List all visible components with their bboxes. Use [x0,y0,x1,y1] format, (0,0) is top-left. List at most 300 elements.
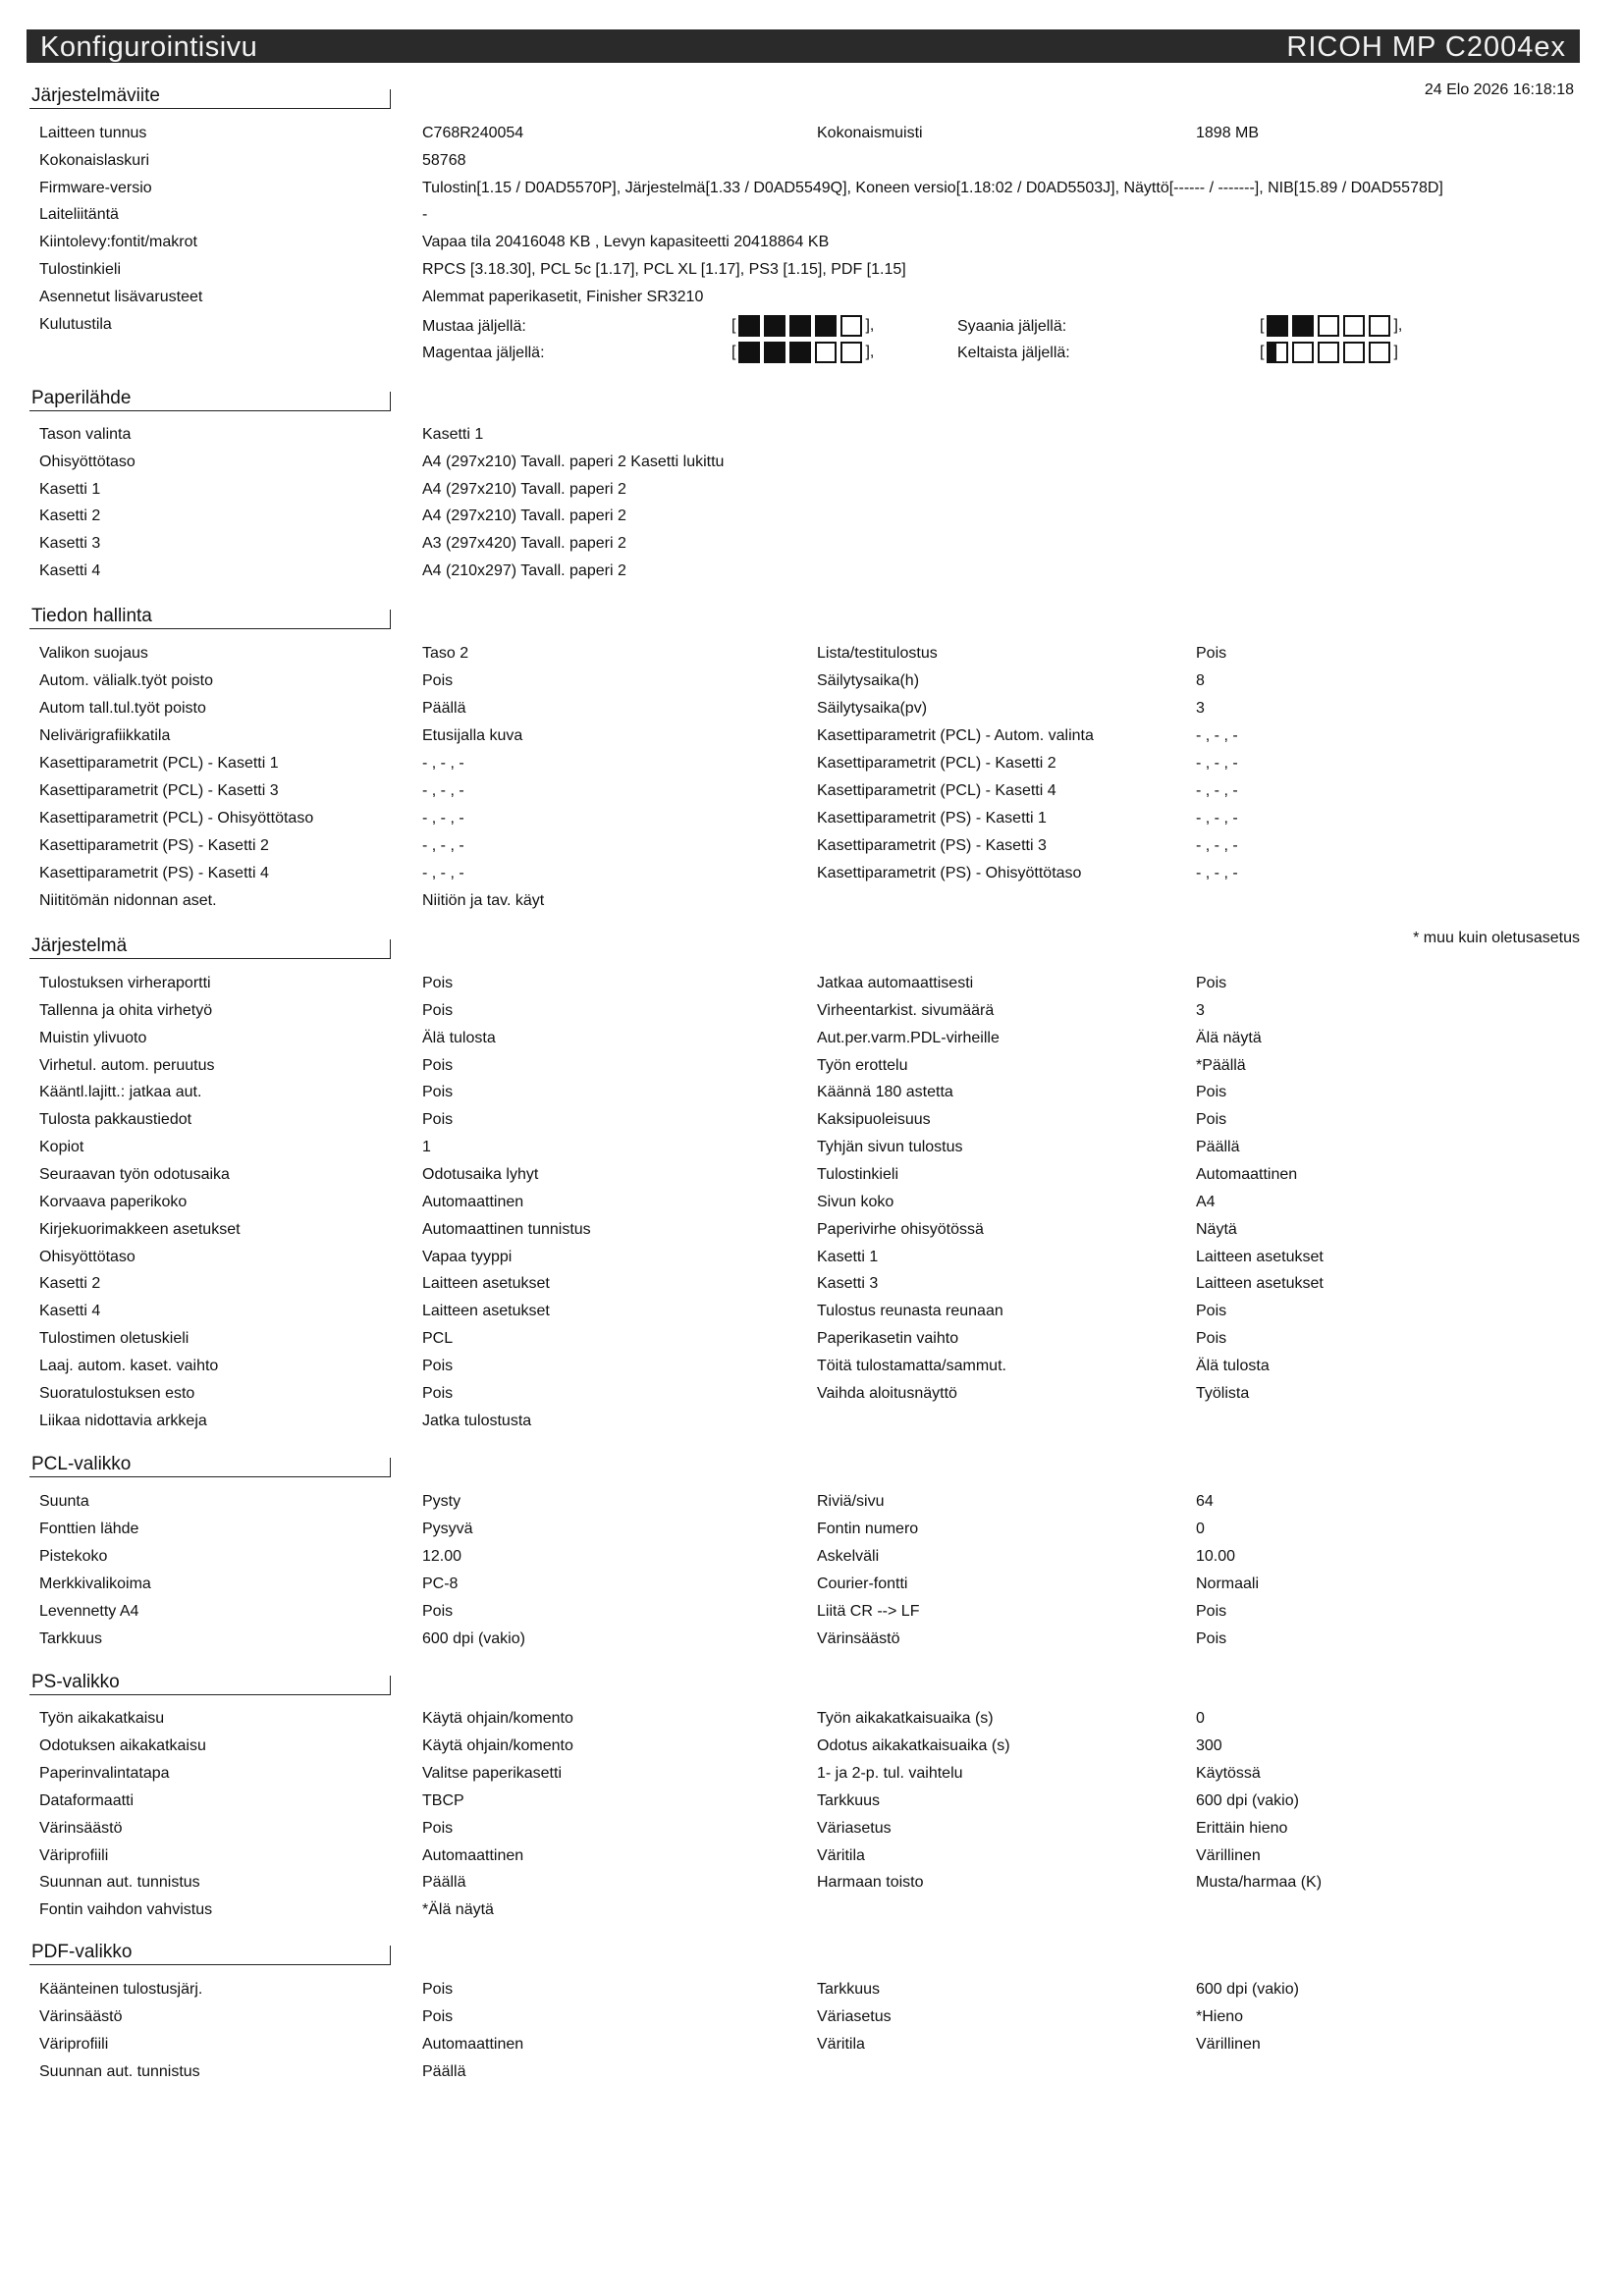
setting-row [0,287,1624,308]
setting-label: Säilytysaika(h) [817,672,920,689]
setting-value: A4 (210x297) Tavall. paperi 2 [422,562,626,579]
setting-value: Pois [422,975,454,991]
setting-row [0,1000,1624,1022]
setting-value: - , - , - [422,755,464,772]
gauge-boxes [1267,342,1390,363]
setting-label: Säilytysaika(pv) [817,700,928,717]
setting-row [0,1979,1624,2001]
setting-value: Pysty [422,1493,461,1510]
setting-row [0,2006,1624,2028]
setting-label: Kulutustila [39,316,112,333]
setting-label: Kopiot [39,1139,84,1155]
setting-label: Suunnan aut. tunnistus [39,1874,200,1891]
gauge-segment [1292,315,1314,337]
toner-gauge-black [729,314,877,338]
gauge-segment [840,342,862,363]
setting-label: Vaihda aloitusnäyttö [817,1385,957,1402]
gauge-segment [738,342,760,363]
setting-row [0,259,1624,281]
setting-value: Käytä ohjain/komento [422,1710,573,1727]
setting-label: Suoratulostuksen esto [39,1385,195,1402]
setting-row [0,1411,1624,1432]
toner-label-magenta: Magentaa jäljellä: [422,345,545,361]
setting-label: Seuraavan työn odotusaika [39,1166,230,1183]
setting-value: A3 (297x420) Tavall. paperi 2 [422,535,626,552]
setting-value: 600 dpi (vakio) [1196,1981,1299,1998]
setting-row [0,2061,1624,2083]
setting-value: Automaattinen [422,2036,524,2053]
setting-label: Laitteen tunnus [39,125,147,141]
setting-row [0,1601,1624,1623]
setting-row [0,643,1624,665]
setting-row [0,178,1624,199]
setting-value: Pois [1196,1330,1227,1347]
gauge-segment [815,342,837,363]
setting-label: Kaksipuoleisuus [817,1111,931,1128]
gauge-segment [764,342,785,363]
setting-value: Pois [422,1002,454,1019]
setting-label: Kiintolevy:fontit/makrot [39,234,197,250]
setting-value: - , - , - [1196,755,1238,772]
setting-row [0,533,1624,555]
setting-value: A4 (297x210) Tavall. paperi 2 Kasetti lukittu [422,454,725,470]
gauge-bracket: ], [1393,317,1403,334]
setting-label: Työn aikakatkaisuaika (s) [817,1710,994,1727]
toner-label-yellow: Keltaista jäljellä: [957,345,1070,361]
setting-row [0,1790,1624,1812]
setting-value: Alemmat paperikasetit, Finisher SR3210 [422,289,704,305]
setting-value: Pois [422,1981,454,1998]
setting-row [0,973,1624,994]
setting-value: 8 [1196,672,1205,689]
setting-label: Kasettiparametrit (PCL) - Kasetti 4 [817,782,1056,799]
setting-value: Vapaa tila 20416048 KB , Levyn kapasiteetti 20418864 KB [422,234,830,250]
setting-label: Nelivärigrafiikkatila [39,727,171,744]
setting-row [0,1082,1624,1103]
setting-label: Tulostuksen virheraportti [39,975,211,991]
setting-row [0,725,1624,747]
setting-label: Väriasetus [817,2008,892,2025]
setting-label: Laaj. autom. kaset. vaihto [39,1358,219,1374]
gauge-bracket: ], [865,344,875,360]
gauge-boxes [738,342,862,363]
setting-label: Sivun koko [817,1194,894,1210]
gauge-segment [789,315,811,337]
setting-row [0,1137,1624,1158]
setting-value: - , - , - [1196,865,1238,881]
setting-value: A4 (297x210) Tavall. paperi 2 [422,481,626,498]
setting-value: Pois [422,2008,454,2025]
gauge-bracket: [ [731,344,736,360]
setting-row [0,698,1624,720]
setting-label: Merkkivalikoima [39,1575,151,1592]
setting-value: Automaattinen tunnistus [422,1221,591,1238]
page-title: Konfigurointisivu [40,31,258,63]
setting-row [0,1491,1624,1513]
setting-label: Kasettiparametrit (PS) - Kasetti 2 [39,837,269,854]
setting-row [0,1109,1624,1131]
setting-value: 600 dpi (vakio) [422,1630,525,1647]
setting-value: 10.00 [1196,1548,1236,1565]
setting-value: Normaali [1196,1575,1260,1592]
setting-row [0,1328,1624,1350]
setting-value: Pois [422,1111,454,1128]
setting-label: Paperinvalintatapa [39,1765,170,1782]
setting-label: Odotuksen aikakatkaisu [39,1737,206,1754]
section-title-system-info: Järjestelmäviite [29,85,391,109]
setting-row [0,1247,1624,1268]
setting-label: Jatkaa automaattisesti [817,975,974,991]
setting-label: Virhetul. autom. peruutus [39,1057,215,1074]
setting-label: Väritila [817,1847,865,1864]
title-bar [27,29,1580,63]
setting-row [0,1818,1624,1840]
setting-label: Fontin numero [817,1521,919,1537]
setting-label: Tulosta pakkaustiedot [39,1111,192,1128]
setting-value: *Älä näytä [422,1901,494,1918]
setting-row [0,452,1624,473]
setting-row [0,1273,1624,1295]
setting-row [0,1845,1624,1867]
setting-label: Kokonaismuisti [817,125,923,141]
setting-label: Suunnan aut. tunnistus [39,2063,200,2080]
setting-row [0,1899,1624,1921]
setting-label: Korvaava paperikoko [39,1194,188,1210]
setting-value: Automaattinen [1196,1166,1298,1183]
setting-label: Liitä CR --> LF [817,1603,920,1620]
setting-value: - , - , - [1196,810,1238,827]
setting-value: Pois [1196,975,1227,991]
setting-label: Ohisyöttötaso [39,454,135,470]
setting-value: - , - , - [422,810,464,827]
setting-row [0,232,1624,253]
setting-value: Valitse paperikasetti [422,1765,562,1782]
gauge-segment [840,315,862,337]
setting-value: C768R240054 [422,125,524,141]
setting-label: Tulostimen oletuskieli [39,1330,189,1347]
gauge-segment [1267,342,1288,363]
gauge-segment [1343,315,1365,337]
setting-label: Kasetti 2 [39,507,101,524]
setting-value: Niitiön ja tav. käyt [422,892,545,909]
setting-label: Tulostinkieli [39,261,121,278]
setting-label: Fonttien lähde [39,1521,139,1537]
setting-label: Kasetti 4 [39,562,101,579]
section-title-pcl-menu: PCL-valikko [29,1454,391,1477]
setting-label: Kasettiparametrit (PCL) - Kasetti 1 [39,755,279,772]
setting-value: Pois [1196,1630,1227,1647]
setting-value: 600 dpi (vakio) [1196,1792,1299,1809]
setting-label: Tarkkuus [817,1792,881,1809]
gauge-boxes [1267,315,1390,337]
gauge-segment [789,342,811,363]
setting-label: Väriprofiili [39,2036,109,2053]
setting-value: Pois [422,672,454,689]
gauge-segment [1318,315,1339,337]
setting-label: Paperivirhe ohisyötössä [817,1221,984,1238]
gauge-segment [1343,342,1365,363]
gauge-segment [1369,315,1390,337]
setting-value: Värillinen [1196,2036,1261,2053]
setting-label: Kasettiparametrit (PCL) - Kasetti 2 [817,755,1056,772]
setting-label: Kasettiparametrit (PS) - Kasetti 3 [817,837,1047,854]
print-timestamp: 24 Elo 2026 16:18:18 [1424,81,1574,98]
setting-value: PCL [422,1330,454,1347]
setting-row [0,1763,1624,1785]
gauge-segment [1369,342,1390,363]
setting-row [0,1519,1624,1540]
toner-label-cyan: Syaania jäljellä: [957,318,1067,335]
setting-value: 3 [1196,700,1205,717]
setting-label: Firmware-versio [39,180,152,196]
gauge-segment [815,315,837,337]
setting-value: Pysyvä [422,1521,473,1537]
setting-value: Käytä ohjain/komento [422,1737,573,1754]
setting-label: Kasetti 1 [817,1249,879,1265]
setting-value: 1898 MB [1196,125,1260,141]
setting-value: A4 [1196,1194,1216,1210]
setting-row [0,479,1624,501]
setting-row [0,424,1624,446]
setting-value: Älä tulosta [422,1030,496,1046]
setting-label: Riviä/sivu [817,1493,885,1510]
setting-label: Kasetti 3 [39,535,101,552]
setting-row [0,561,1624,582]
setting-label: Värinsäästö [39,1820,123,1837]
setting-value: *Hieno [1196,2008,1244,2025]
gauge-bracket: [ [1260,317,1265,334]
setting-value: - , - , - [1196,782,1238,799]
setting-value: RPCS [3.18.30], PCL 5c [1.17], PCL XL [1.17], PS3 [1.15], PDF [1.15] [422,261,906,278]
setting-row [0,1055,1624,1077]
setting-label: Kasettiparametrit (PCL) - Ohisyöttötaso [39,810,314,827]
setting-label: 1- ja 2-p. tul. vaihtelu [817,1765,963,1782]
setting-value: Pois [422,1820,454,1837]
setting-label: Kasetti 1 [39,481,101,498]
setting-value: 0 [1196,1710,1205,1727]
setting-label: Kasetti 3 [817,1275,879,1292]
setting-value: Automaattinen [422,1194,524,1210]
setting-value: Pois [1196,1303,1227,1319]
section-title-data-management: Tiedon hallinta [29,606,391,629]
setting-value: Laitteen asetukset [1196,1275,1324,1292]
setting-label: Liikaa nidottavia arkkeja [39,1413,207,1429]
setting-value: Pois [422,1057,454,1074]
gauge-boxes [738,315,862,337]
setting-value: Erittäin hieno [1196,1820,1288,1837]
setting-row [0,1546,1624,1568]
setting-value: - , - , - [422,837,464,854]
setting-row [0,780,1624,802]
setting-value: Päällä [1196,1139,1240,1155]
setting-value: Päällä [422,700,466,717]
setting-label: Fontin vaihdon vahvistus [39,1901,213,1918]
printer-model: RICOH MP C2004ex [1286,31,1566,63]
setting-label: Dataformaatti [39,1792,135,1809]
setting-value: Älä näytä [1196,1030,1262,1046]
setting-label: Levennetty A4 [39,1603,139,1620]
setting-row [0,506,1624,527]
setting-label: Asennetut lisävarusteet [39,289,203,305]
setting-label: Väriasetus [817,1820,892,1837]
setting-row [0,1192,1624,1213]
gauge-segment [1292,342,1314,363]
setting-label: Ohisyöttötaso [39,1249,135,1265]
gauge-bracket: ] [1393,344,1398,360]
setting-row [0,1219,1624,1241]
setting-value: Laitteen asetukset [1196,1249,1324,1265]
setting-label: Värinsäästö [39,2008,123,2025]
setting-value: 1 [422,1139,431,1155]
setting-row [0,2034,1624,2056]
setting-label: Kasettiparametrit (PS) - Kasetti 4 [39,865,269,881]
setting-label: Kasetti 2 [39,1275,101,1292]
setting-value: TBCP [422,1792,464,1809]
setting-value: Etusijalla kuva [422,727,523,744]
setting-label: Kasetti 4 [39,1303,101,1319]
setting-value: Älä tulosta [1196,1358,1270,1374]
setting-label: Tyhjän sivun tulostus [817,1139,963,1155]
setting-value: Laitteen asetukset [422,1275,550,1292]
setting-value: - [422,206,428,223]
setting-value: 64 [1196,1493,1214,1510]
setting-value: 300 [1196,1737,1222,1754]
setting-label: Töitä tulostamatta/sammut. [817,1358,1006,1374]
setting-row [0,808,1624,829]
setting-value: 3 [1196,1002,1205,1019]
gauge-segment [1267,315,1288,337]
setting-value: - , - , - [422,865,464,881]
setting-value: PC-8 [422,1575,459,1592]
setting-value: Pois [422,1358,454,1374]
non-default-note: * muu kuin oletusasetus [1413,930,1580,946]
setting-label: Kirjekuorimakkeen asetukset [39,1221,241,1238]
setting-value: Pois [422,1385,454,1402]
setting-label: Valikon suojaus [39,645,148,662]
toner-gauge-cyan [1257,314,1405,338]
setting-label: Kasettiparametrit (PCL) - Kasetti 3 [39,782,279,799]
setting-label: Tallenna ja ohita virhetyö [39,1002,213,1019]
setting-row [0,1872,1624,1894]
setting-value: *Päällä [1196,1057,1246,1074]
setting-row [0,150,1624,172]
setting-value: - , - , - [1196,727,1238,744]
setting-label: Tarkkuus [39,1630,103,1647]
setting-value: 0 [1196,1521,1205,1537]
gauge-segment [764,315,785,337]
setting-row [0,1028,1624,1049]
setting-value: Työlista [1196,1385,1250,1402]
setting-label: Askelväli [817,1548,880,1565]
setting-label: Odotus aikakatkaisuaika (s) [817,1737,1010,1754]
section-title-system: Järjestelmä [29,935,391,959]
setting-value: 58768 [422,152,466,169]
gauge-segment [738,315,760,337]
setting-label: Autom tall.tul.työt poisto [39,700,206,717]
setting-row [0,1356,1624,1377]
setting-value: - , - , - [422,782,464,799]
setting-value: Taso 2 [422,645,469,662]
section-title-paper-source: Paperilähde [29,388,391,411]
setting-row [0,1301,1624,1322]
gauge-bracket: ], [865,317,875,334]
setting-label: Aut.per.varm.PDL-virheille [817,1030,1000,1046]
setting-label: Käänteinen tulostusjärj. [39,1981,203,1998]
setting-value: Pois [1196,1603,1227,1620]
setting-value: Värillinen [1196,1847,1261,1864]
setting-label: Niititömän nidonnan aset. [39,892,217,909]
setting-label: Tulostinkieli [817,1166,898,1183]
setting-row [0,670,1624,692]
setting-value: Pois [422,1084,454,1100]
setting-value: Odotusaika lyhyt [422,1166,539,1183]
setting-value: Päällä [422,2063,466,2080]
gauge-bracket: [ [731,317,736,334]
setting-row [0,204,1624,226]
setting-label: Laiteliitäntä [39,206,119,223]
section-title-ps-menu: PS-valikko [29,1672,391,1695]
setting-label: Pistekoko [39,1548,108,1565]
setting-value: Käytössä [1196,1765,1261,1782]
setting-label: Työn aikakatkaisu [39,1710,165,1727]
setting-value: Musta/harmaa (K) [1196,1874,1323,1891]
setting-value: Vapaa tyyppi [422,1249,513,1265]
setting-label: Kasettiparametrit (PS) - Kasetti 1 [817,810,1047,827]
setting-row [0,863,1624,884]
setting-row [0,123,1624,144]
section-title-pdf-menu: PDF-valikko [29,1942,391,1965]
setting-label: Värinsäästö [817,1630,900,1647]
setting-value: Pois [1196,645,1227,662]
setting-value: Tulostin[1.15 / D0AD5570P], Järjestelmä[1.33 / D0AD5549Q], Koneen versio[1.18:02 / D0AD5503J], Näyttö[------ / -------], NIB[15.89 / D0AD5578D] [422,180,1443,196]
setting-label: Paperikasetin vaihto [817,1330,959,1347]
setting-label: Kasettiparametrit (PCL) - Autom. valinta [817,727,1094,744]
setting-label: Tulostus reunasta reunaan [817,1303,1003,1319]
setting-label: Kokonaislaskuri [39,152,150,169]
setting-label: Väriprofiili [39,1847,109,1864]
setting-label: Courier-fontti [817,1575,908,1592]
toner-label-black: Mustaa jäljellä: [422,318,526,335]
setting-value: Pois [422,1603,454,1620]
toner-gauge-magenta [729,341,877,364]
setting-value: Pois [1196,1111,1227,1128]
setting-label: Käännä 180 astetta [817,1084,953,1100]
setting-label: Suunta [39,1493,89,1510]
toner-gauge-yellow [1257,341,1401,364]
setting-label: Harmaan toisto [817,1874,924,1891]
setting-row [0,753,1624,774]
setting-row [0,1574,1624,1595]
setting-value: Näytä [1196,1221,1237,1238]
setting-row [0,1735,1624,1757]
setting-row [0,1164,1624,1186]
setting-value: Pois [1196,1084,1227,1100]
setting-label: Tason valinta [39,426,132,443]
setting-value: Jatka tulostusta [422,1413,532,1429]
setting-label: Tarkkuus [817,1981,881,1998]
setting-value: 12.00 [422,1548,462,1565]
setting-label: Työn erottelu [817,1057,908,1074]
gauge-bracket: [ [1260,344,1265,360]
setting-row [0,1708,1624,1730]
setting-label: Virheentarkist. sivumäärä [817,1002,995,1019]
setting-row [0,1629,1624,1650]
setting-label: Väritila [817,2036,865,2053]
setting-value: Automaattinen [422,1847,524,1864]
setting-row [0,1383,1624,1405]
setting-value: - , - , - [1196,837,1238,854]
setting-value: Laitteen asetukset [422,1303,550,1319]
